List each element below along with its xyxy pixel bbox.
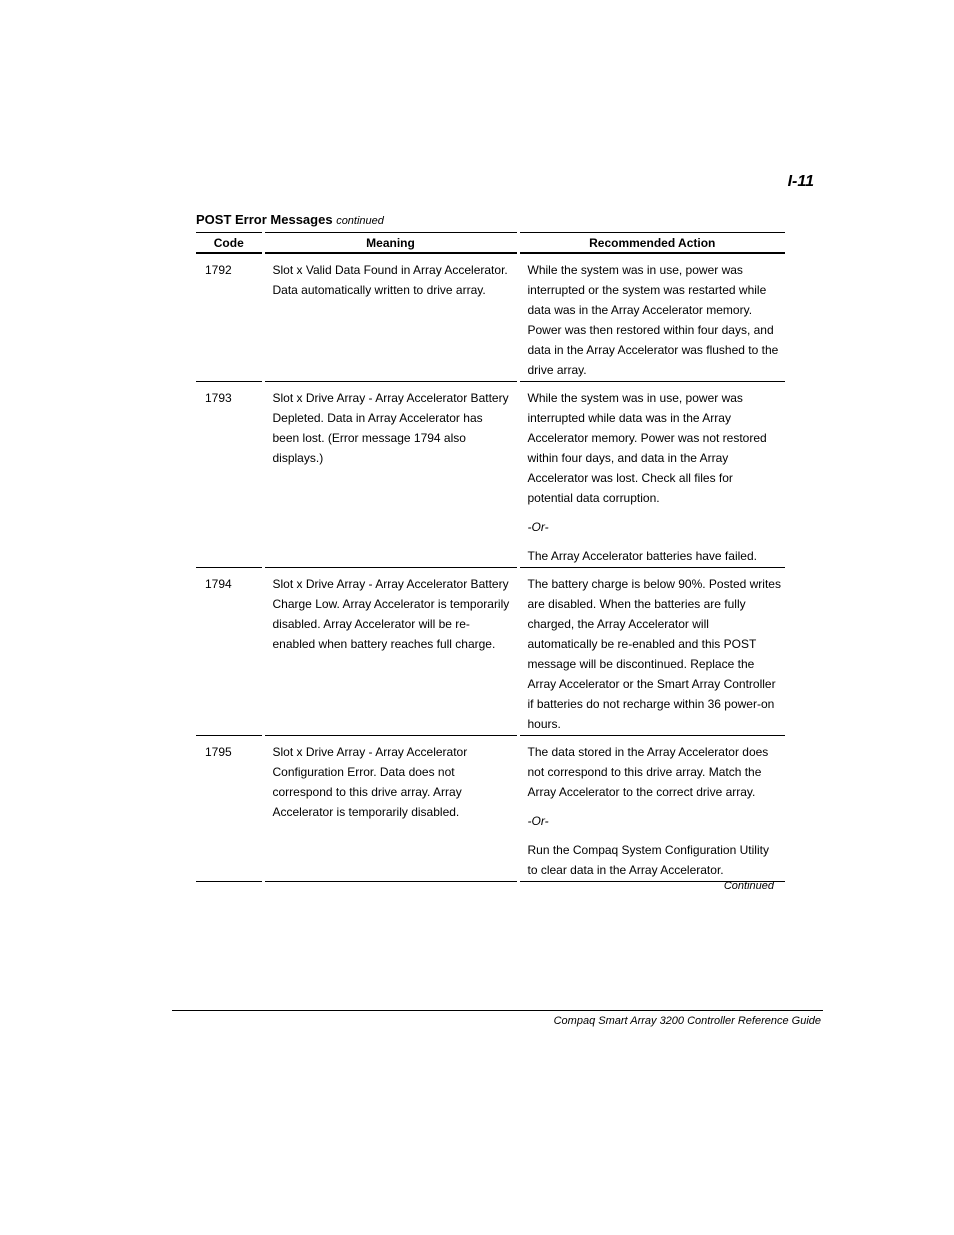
table-row — [196, 382, 785, 568]
action-paragraph: Run the Compaq System Configuration Utility to clear data in the Array Accelerator. — [527, 843, 769, 877]
table-title-text: POST Error Messages — [196, 212, 333, 227]
action-paragraph: The Array Accelerator batteries have failed. — [527, 549, 757, 563]
action-paragraph: The battery charge is below 90%. Posted writes are disabled. When the batteries are fully charged, the Array Accelerator will automatically be re-enabled and this POST message will be discontinued. Replace the Array Accelerator or the Smart Array Controller if batteries do not recharge within 36 power-on hours. — [527, 577, 781, 731]
action-paragraph: While the system was in use, power was interrupted or the system was restarted while data was in the Array Accelerator memory. Power was then restored within four days, and data in the Array Accelerator was flushed to the drive array. — [527, 263, 779, 377]
or-separator: -Or- — [527, 520, 549, 534]
error-meaning: Slot x Drive Array - Array Accelerator Battery Depleted. Data in Array Accelerator has been lost. (Error message 1794 also displays.) — [263, 382, 518, 568]
error-meaning: Slot x Valid Data Found in Array Accelerator. Data automatically written to drive array. — [263, 253, 518, 382]
table-row — [196, 568, 785, 736]
error-code: 1794 — [196, 568, 263, 736]
action-paragraph: While the system was in use, power was interrupted while data was in the Array Accelerator memory. Power was not restored within four days, and data in the Array Accelerator was lost. Check all files for potential data corruption. — [527, 391, 767, 505]
error-meaning: Slot x Drive Array - Array Accelerator Configuration Error. Data does not correspond to this drive array. Array Accelerator is temporarily disabled. — [263, 736, 518, 882]
table-row — [196, 736, 785, 882]
error-code: 1793 — [196, 382, 263, 568]
table-header-row — [196, 233, 785, 254]
continued-note: Continued — [723, 880, 774, 892]
or-separator: -Or- — [527, 814, 549, 828]
header-code: Code — [196, 233, 263, 254]
post-error-table — [196, 232, 785, 882]
footer-guide-title: Compaq Smart Array 3200 Controller Reference Guide — [553, 1015, 821, 1027]
error-action — [518, 382, 785, 568]
table-row — [196, 253, 785, 382]
table-title-continued: continued — [336, 215, 384, 227]
error-action — [518, 568, 785, 736]
footer-divider — [172, 1010, 823, 1011]
action-paragraph: The data stored in the Array Accelerator does not correspond to this drive array. Match the Array Accelerator to the correct drive array. — [527, 745, 769, 799]
error-meaning: Slot x Drive Array - Array Accelerator Battery Charge Low. Array Accelerator is temporarily disabled. Array Accelerator will be re-enabled when battery reaches full charge. — [263, 568, 518, 736]
error-action — [518, 736, 785, 882]
header-action: Recommended Action — [518, 233, 785, 254]
error-code: 1792 — [196, 253, 263, 382]
error-action — [518, 253, 785, 382]
error-code: 1795 — [196, 736, 263, 882]
page-number: I-11 — [787, 173, 814, 190]
header-meaning: Meaning — [263, 233, 518, 254]
table-title — [196, 212, 384, 227]
